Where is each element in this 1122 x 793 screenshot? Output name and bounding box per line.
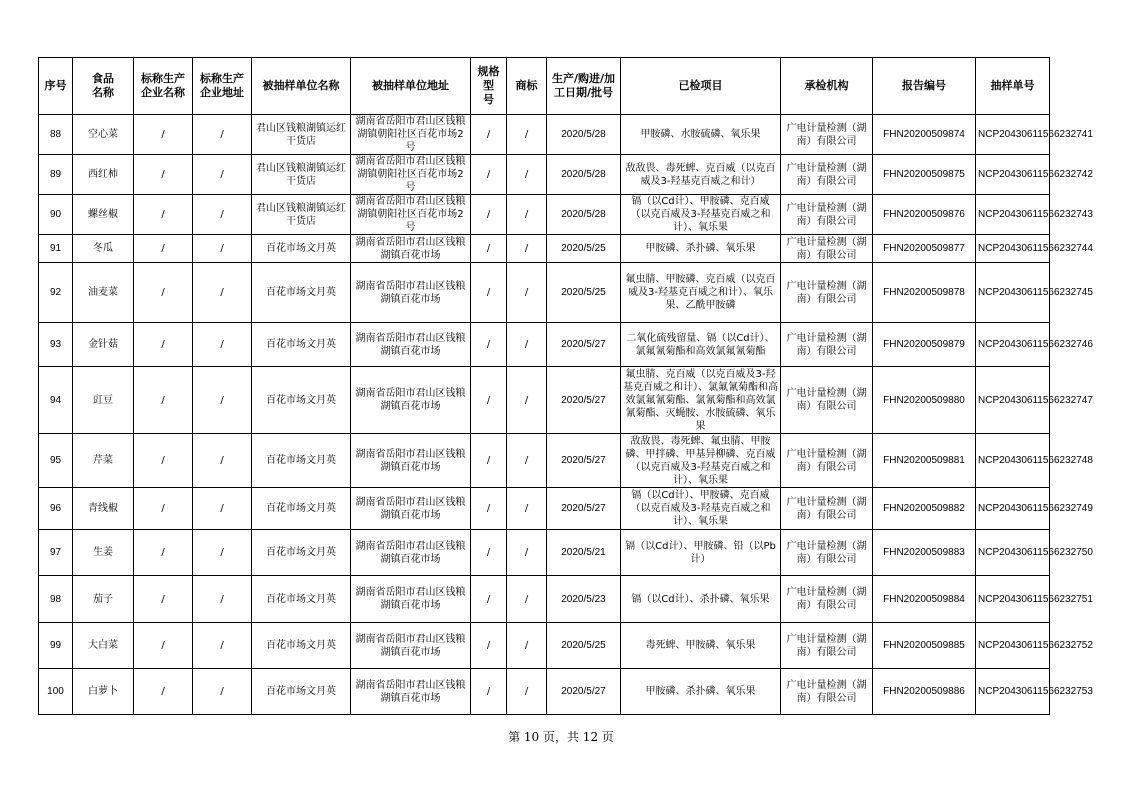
cell-unit: 百花市场文月英 [252,669,351,715]
cell-report: FHN20200509879 [873,323,976,367]
cell-unit-addr: 湖南省岳阳市君山区钱粮湖镇朝阳社区百花市场2号 [351,155,471,195]
cell-no: 97 [39,530,73,576]
header-brand: 商标 [507,58,547,115]
cell-sample: NCP20430611566232743 [976,195,1050,235]
cell-report: FHN20200509880 [873,367,976,434]
cell-spec: / [471,488,507,530]
header-food-name: 食品 名称 [73,58,134,115]
cell-mfr-name: / [134,155,193,195]
cell-unit: 百花市场文月英 [252,323,351,367]
cell-sample: NCP20430611566232751 [976,576,1050,623]
cell-unit: 百花市场文月英 [252,488,351,530]
table-row [39,115,1050,155]
cell-report: FHN20200509878 [873,263,976,323]
cell-sample: NCP20430611566232749 [976,488,1050,530]
cell-mfr-addr: / [193,323,252,367]
cell-unit: 百花市场文月英 [252,235,351,263]
cell-brand: / [507,155,547,195]
header-mfr-name: 标称生产 企业名称 [134,58,193,115]
cell-mfr-addr: / [193,235,252,263]
cell-mfr-name: / [134,623,193,669]
cell-report: FHN20200509875 [873,155,976,195]
cell-unit: 百花市场文月英 [252,263,351,323]
header-unit-addr: 被抽样单位地址 [351,58,471,115]
cell-lab: 广电计量检测（湖南）有限公司 [781,155,873,195]
cell-food: 空心菜 [73,115,134,155]
header-no: 序号 [39,58,73,115]
cell-sample: NCP20430611566232746 [976,323,1050,367]
cell-brand: / [507,669,547,715]
cell-brand: / [507,434,547,488]
table-row [39,155,1050,195]
cell-unit: 百花市场文月英 [252,434,351,488]
cell-spec: / [471,530,507,576]
cell-brand: / [507,530,547,576]
cell-mfr-name: / [134,263,193,323]
cell-mfr-addr: / [193,434,252,488]
cell-no: 92 [39,263,73,323]
cell-unit-addr: 湖南省岳阳市君山区钱粮湖镇百花市场 [351,576,471,623]
cell-brand: / [507,115,547,155]
cell-date: 2020/5/21 [547,530,621,576]
table-row [39,263,1050,323]
cell-unit: 百花市场文月英 [252,367,351,434]
cell-unit: 君山区钱粮湖镇运红干货店 [252,115,351,155]
cell-food: 油麦菜 [73,263,134,323]
cell-lab: 广电计量检测（湖南）有限公司 [781,323,873,367]
table-row [39,623,1050,669]
cell-no: 99 [39,623,73,669]
table-row [39,323,1050,367]
cell-brand: / [507,263,547,323]
cell-mfr-name: / [134,115,193,155]
cell-no: 90 [39,195,73,235]
cell-spec: / [471,669,507,715]
cell-date: 2020/5/27 [547,367,621,434]
cell-lab: 广电计量检测（湖南）有限公司 [781,115,873,155]
cell-mfr-addr: / [193,115,252,155]
cell-items: 甲胺磷、水胺硫磷、氧乐果 [621,115,781,155]
cell-mfr-addr: / [193,367,252,434]
cell-mfr-addr: / [193,488,252,530]
cell-unit-addr: 湖南省岳阳市君山区钱粮湖镇朝阳社区百花市场2号 [351,195,471,235]
inspection-table [38,57,1093,715]
cell-brand: / [507,488,547,530]
cell-spec: / [471,434,507,488]
cell-items: 镉（以Cd计）、甲胺磷、克百威（以克百威及3-羟基克百威之和计）、氧乐果 [621,195,781,235]
cell-report: FHN20200509877 [873,235,976,263]
cell-sample: NCP20430611566232748 [976,434,1050,488]
cell-spec: / [471,576,507,623]
cell-lab: 广电计量检测（湖南）有限公司 [781,195,873,235]
cell-no: 89 [39,155,73,195]
cell-items: 甲胺磷、杀扑磷、氧乐果 [621,669,781,715]
cell-brand: / [507,235,547,263]
cell-spec: / [471,623,507,669]
cell-unit: 百花市场文月英 [252,623,351,669]
cell-items: 镉（以Cd计）、甲胺磷、克百威（以克百威及3-羟基克百威之和计）、氧乐果 [621,488,781,530]
table-row [39,576,1050,623]
cell-unit-addr: 湖南省岳阳市君山区钱粮湖镇百花市场 [351,530,471,576]
cell-mfr-addr: / [193,576,252,623]
table-row [39,669,1050,715]
cell-no: 100 [39,669,73,715]
cell-lab: 广电计量检测（湖南）有限公司 [781,669,873,715]
cell-mfr-addr: / [193,530,252,576]
cell-food: 茄子 [73,576,134,623]
cell-spec: / [471,263,507,323]
table-row [39,195,1050,235]
cell-food: 白萝卜 [73,669,134,715]
cell-lab: 广电计量检测（湖南）有限公司 [781,263,873,323]
cell-report: FHN20200509874 [873,115,976,155]
cell-unit: 君山区钱粮湖镇运红干货店 [252,155,351,195]
cell-date: 2020/5/25 [547,263,621,323]
cell-unit: 君山区钱粮湖镇运红干货店 [252,195,351,235]
cell-spec: / [471,115,507,155]
cell-no: 98 [39,576,73,623]
cell-lab: 广电计量检测（湖南）有限公司 [781,367,873,434]
cell-no: 95 [39,434,73,488]
cell-food: 大白菜 [73,623,134,669]
cell-report: FHN20200509885 [873,623,976,669]
cell-brand: / [507,367,547,434]
cell-unit-addr: 湖南省岳阳市君山区钱粮湖镇百花市场 [351,434,471,488]
cell-spec: / [471,195,507,235]
cell-brand: / [507,323,547,367]
cell-date: 2020/5/27 [547,488,621,530]
cell-mfr-name: / [134,367,193,434]
cell-report: FHN20200509883 [873,530,976,576]
cell-unit-addr: 湖南省岳阳市君山区钱粮湖镇百花市场 [351,623,471,669]
cell-unit-addr: 湖南省岳阳市君山区钱粮湖镇百花市场 [351,235,471,263]
page-footer: 第 10 页，共 12 页 [508,730,614,744]
cell-lab: 广电计量检测（湖南）有限公司 [781,530,873,576]
cell-sample: NCP20430611566232750 [976,530,1050,576]
cell-unit-addr: 湖南省岳阳市君山区钱粮湖镇百花市场 [351,669,471,715]
cell-report: FHN20200509876 [873,195,976,235]
cell-items: 二氧化硫残留量、镉（以Cd计）、氯氟氰菊酯和高效氯氟氰菊酯 [621,323,781,367]
cell-mfr-name: / [134,434,193,488]
cell-no: 93 [39,323,73,367]
cell-date: 2020/5/25 [547,623,621,669]
cell-spec: / [471,367,507,434]
cell-brand: / [507,576,547,623]
cell-lab: 广电计量检测（湖南）有限公司 [781,576,873,623]
cell-food: 青线椒 [73,488,134,530]
header-mfr-addr: 标称生产 企业地址 [193,58,252,115]
cell-food: 生姜 [73,530,134,576]
table-row [39,530,1050,576]
cell-items: 甲胺磷、杀扑磷、氧乐果 [621,235,781,263]
cell-sample: NCP20430611566232741 [976,115,1050,155]
cell-mfr-addr: / [193,195,252,235]
cell-mfr-addr: / [193,155,252,195]
header-lab: 承检机构 [781,58,873,115]
cell-unit-addr: 湖南省岳阳市君山区钱粮湖镇百花市场 [351,488,471,530]
cell-date: 2020/5/28 [547,155,621,195]
cell-no: 96 [39,488,73,530]
cell-report: FHN20200509881 [873,434,976,488]
cell-lab: 广电计量检测（湖南）有限公司 [781,488,873,530]
header-spec: 规格型 号 [471,58,507,115]
cell-sample: NCP20430611566232747 [976,367,1050,434]
cell-items: 敌敌畏、毒死蜱、氟虫腈、甲胺磷、甲拌磷、甲基异柳磷、克百威（以克百威及3-羟基克百威之和计）、氧乐果 [621,434,781,488]
cell-sample: NCP20430611566232745 [976,263,1050,323]
header-report-no: 报告编号 [873,58,976,115]
cell-mfr-name: / [134,488,193,530]
cell-no: 88 [39,115,73,155]
cell-unit: 百花市场文月英 [252,576,351,623]
cell-report: FHN20200509886 [873,669,976,715]
header-unit-name: 被抽样单位名称 [252,58,351,115]
cell-lab: 广电计量检测（湖南）有限公司 [781,434,873,488]
cell-report: FHN20200509884 [873,576,976,623]
cell-unit-addr: 湖南省岳阳市君山区钱粮湖镇朝阳社区百花市场2号 [351,115,471,155]
cell-food: 螺丝椒 [73,195,134,235]
cell-items: 毒死蜱、甲胺磷、氧乐果 [621,623,781,669]
cell-date: 2020/5/28 [547,115,621,155]
cell-food: 豇豆 [73,367,134,434]
cell-mfr-name: / [134,669,193,715]
cell-spec: / [471,323,507,367]
cell-items: 镉（以Cd计）、甲胺磷、铅（以Pb计） [621,530,781,576]
cell-lab: 广电计量检测（湖南）有限公司 [781,235,873,263]
cell-brand: / [507,195,547,235]
cell-date: 2020/5/27 [547,323,621,367]
cell-sample: NCP20430611566232752 [976,623,1050,669]
cell-mfr-addr: / [193,623,252,669]
cell-mfr-name: / [134,530,193,576]
cell-mfr-addr: / [193,263,252,323]
cell-mfr-name: / [134,195,193,235]
cell-report: FHN20200509882 [873,488,976,530]
header-sample-no: 抽样单号 [976,58,1050,115]
cell-spec: / [471,235,507,263]
cell-brand: / [507,623,547,669]
cell-no: 91 [39,235,73,263]
header-date: 生产/购进/加 工日期/批号 [547,58,621,115]
cell-no: 94 [39,367,73,434]
cell-mfr-addr: / [193,669,252,715]
cell-mfr-name: / [134,235,193,263]
cell-items: 氟虫腈、克百威（以克百威及3-羟基克百威之和计）、氯氟氰菊酯和高效氯氟氰菊酯、氯氰菊酯和高效氯氰菊酯、灭蝇胺、水胺硫磷、氧乐果 [621,367,781,434]
cell-unit-addr: 湖南省岳阳市君山区钱粮湖镇百花市场 [351,367,471,434]
table-row [39,235,1050,263]
cell-sample: NCP20430611566232744 [976,235,1050,263]
cell-food: 冬瓜 [73,235,134,263]
cell-date: 2020/5/25 [547,235,621,263]
cell-items: 镉（以Cd计）、杀扑磷、氧乐果 [621,576,781,623]
table-row [39,488,1050,530]
cell-items: 氟虫腈、甲胺磷、克百威（以克百威及3-羟基克百威之和计）、氧乐果、乙酰甲胺磷 [621,263,781,323]
cell-unit-addr: 湖南省岳阳市君山区钱粮湖镇百花市场 [351,323,471,367]
cell-date: 2020/5/27 [547,434,621,488]
cell-unit-addr: 湖南省岳阳市君山区钱粮湖镇百花市场 [351,263,471,323]
header-row [39,58,1050,115]
cell-date: 2020/5/23 [547,576,621,623]
header-items: 已检项目 [621,58,781,115]
table-row [39,434,1050,488]
cell-food: 芹菜 [73,434,134,488]
cell-date: 2020/5/27 [547,669,621,715]
cell-mfr-name: / [134,576,193,623]
cell-food: 金针菇 [73,323,134,367]
cell-lab: 广电计量检测（湖南）有限公司 [781,623,873,669]
cell-unit: 百花市场文月英 [252,530,351,576]
cell-food: 西红柿 [73,155,134,195]
cell-spec: / [471,155,507,195]
cell-sample: NCP20430611566232753 [976,669,1050,715]
cell-mfr-name: / [134,323,193,367]
cell-date: 2020/5/28 [547,195,621,235]
cell-items: 敌敌畏、毒死蜱、克百威（以克百威及3-羟基克百威之和计） [621,155,781,195]
cell-sample: NCP20430611566232742 [976,155,1050,195]
table-row [39,367,1050,434]
